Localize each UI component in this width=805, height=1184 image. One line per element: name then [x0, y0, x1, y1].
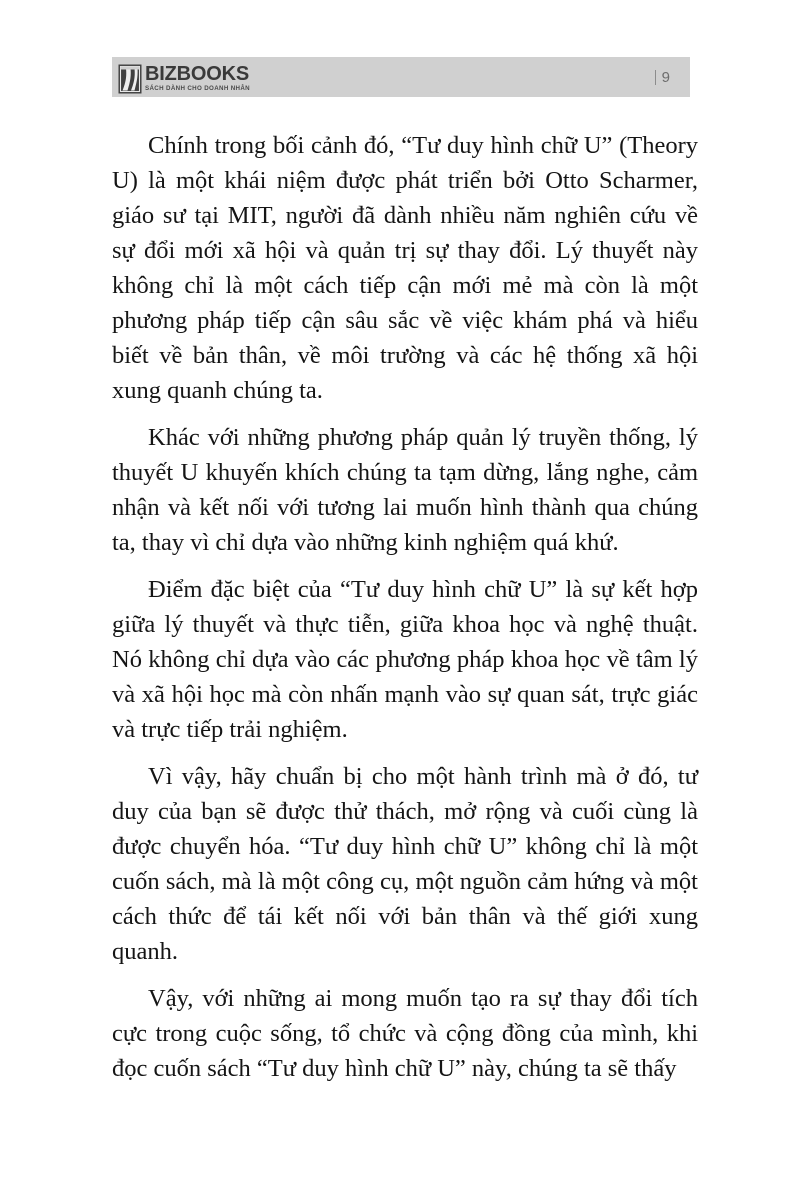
- book-icon: [118, 64, 142, 94]
- page-number: [655, 69, 670, 86]
- paragraph: Chính trong bối cảnh đó, “Tư duy hình chữ U” (Theory U) là một khái niệm được phát triển bởi Otto Scharmer, giáo sư tại MIT, người đã dành nhiều năm nghiên cứu về sự đổi mới xã hội và quản trị sự thay đổi. Lý thuyết này không chỉ là một cách tiếp cận mới mẻ mà còn là một phương pháp tiếp cận sâu sắc về việc khám phá và hiểu biết về bản thân, về môi trường và các hệ thống xã hội xung quanh chúng ta.: [112, 132, 698, 404]
- brand-tagline: SÁCH DÀNH CHO DOANH NHÂN: [145, 85, 250, 92]
- body-text: [112, 128, 698, 1086]
- brand-name: BIZBOOKS: [145, 63, 249, 85]
- paragraph: Điểm đặc biệt của “Tư duy hình chữ U” là sự kết hợp giữa lý thuyết và thực tiễn, giữa khoa học và nghệ thuật. Nó không chỉ dựa vào các phương pháp khoa học về tâm lý và xã hội học mà còn nhấn mạnh vào sự quan sát, trực giác và trực tiếp trải nghiệm.: [112, 576, 698, 743]
- brand-logo: [118, 57, 250, 97]
- folio-divider: [655, 70, 656, 85]
- running-header: [112, 57, 690, 97]
- brand-wordmark: [145, 64, 250, 93]
- page-number-value: 9: [661, 68, 670, 86]
- paragraph: Vì vậy, hãy chuẩn bị cho một hành trình mà ở đó, tư duy của bạn sẽ được thử thách, mở rộng và cuối cùng là được chuyển hóa. “Tư duy hình chữ U” không chỉ là một cuốn sách, mà là một công cụ, một nguồn cảm hứng và một cách thức để tái kết nối với bản thân và thế giới xung quanh.: [112, 763, 698, 965]
- paragraph: Khác với những phương pháp quản lý truyền thống, lý thuyết U khuyến khích chúng ta tạm dừng, lắng nghe, cảm nhận và kết nối với tương lai muốn hình thành qua chúng ta, thay vì chỉ dựa vào những kinh nghiệm quá khứ.: [112, 424, 698, 556]
- paragraph: Vậy, với những ai mong muốn tạo ra sự thay đổi tích cực trong cuộc sống, tổ chức và cộng đồng của mình, khi đọc cuốn sách “Tư duy hình chữ U” này, chúng ta sẽ thấy: [112, 985, 698, 1082]
